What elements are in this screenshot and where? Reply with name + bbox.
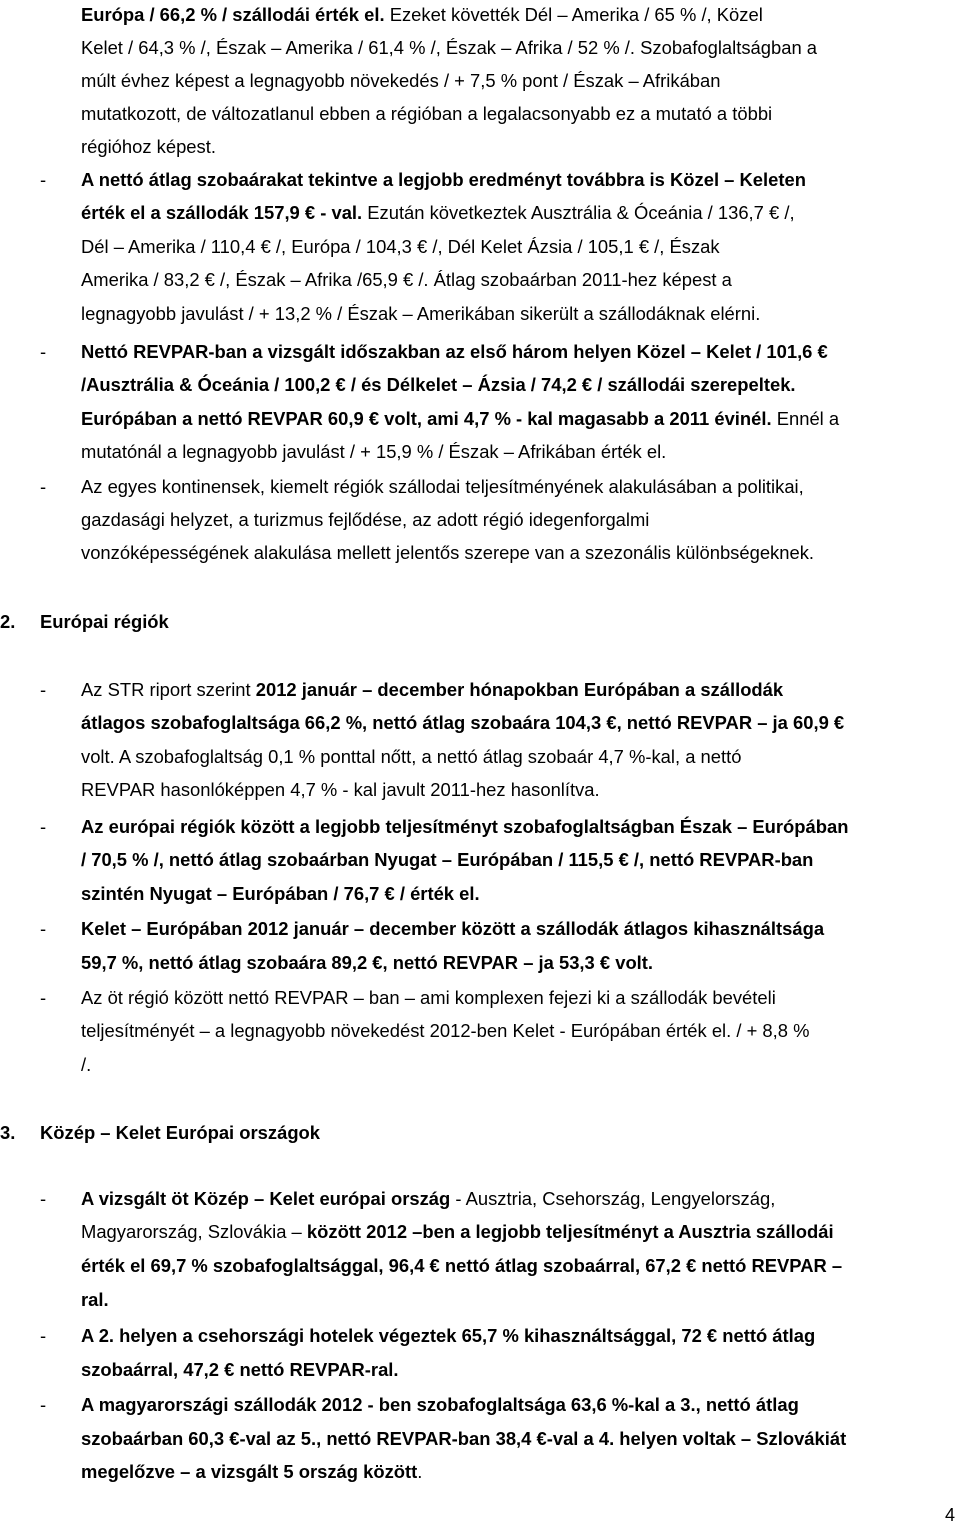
text-run: /Ausztrália & Óceánia / 100,2 € / és Délkelet – Ázsia / 74,2 € / szállodái szerepeltek. (81, 374, 796, 395)
text-run: . (417, 1461, 423, 1482)
text-line (81, 848, 813, 872)
text-run: megelőzve – a vizsgált 5 ország között (81, 1461, 418, 1482)
text-run: Az öt régió között nettó REVPAR – ban – ami komplexen fejezi ki a szállodák bevételi (81, 987, 776, 1008)
text-run: Kelet / 64,3 % /, Észak – Amerika / 61,4 % /, Észak – Afrika / 52 % /. Szobafoglaltságban a (81, 37, 818, 58)
text-run: A magyarországi szállodák 2012 - ben szobafoglaltsága 63,6 %-kal a 3., nettó átlag (81, 1394, 799, 1415)
text-run: között 2012 –ben a legjobb teljesítményt a Ausztria szállodái (306, 1221, 834, 1242)
text-line (81, 340, 828, 364)
text-line (81, 168, 806, 192)
text-run: Az STR riport szerint (81, 679, 256, 700)
text-run: szobaárban 60,3 €-val az 5., nettó REVPAR-ban 38,4 €-val a 4. helyen voltak – Szlovákiát (81, 1428, 847, 1449)
text-line (81, 917, 824, 941)
bullet-marker: - (40, 1394, 47, 1415)
text-run: Európa / 66,2 % / szállodái érték el. (81, 4, 385, 25)
text-line (81, 373, 796, 397)
text-line (81, 778, 600, 802)
text-line (81, 102, 772, 126)
text-run: Magyarország, Szlovákia – (81, 1221, 307, 1242)
text-run: 2012 január – december hónapokban Európában a szállodák (255, 679, 784, 700)
bullet-marker: - (40, 341, 47, 362)
text-line (81, 1460, 422, 1484)
text-run: A vizsgált öt Közép – Kelet európai ország (81, 1188, 451, 1209)
page-number: 4 (945, 1505, 956, 1525)
text-run: Amerika / 83,2 € /, Észak – Afrika /65,9 € /. Átlag szobaárban 2011-hez képest a (81, 269, 732, 290)
text-run: 59,7 %, nettó átlag szobaára 89,2 €, nettó REVPAR – ja 53,3 € volt. (81, 952, 654, 973)
text-run: - Ausztria, Csehország, Lengyelország, (450, 1188, 776, 1209)
bullet-marker: - (40, 169, 47, 190)
text-run: mutatónál a legnagyobb javulást / + 15,9 % / Észak – Afrikában érték el. (81, 441, 667, 462)
text-line (81, 3, 763, 27)
text-run: volt. (81, 746, 115, 767)
text-run: Az európai régiók között a legjobb teljesítményt szobafoglaltságban Észak – Európában (81, 816, 849, 837)
text-line (81, 36, 817, 60)
text-line (81, 135, 216, 159)
section-3-number: 3. (0, 1122, 16, 1143)
bullet-marker: - (40, 918, 47, 939)
text-line (81, 1393, 799, 1417)
text-run: A szobafoglaltság 0,1 % ponttal nőtt, a nettó átlag szobaár 4,7 %-kal, a nettó (114, 746, 742, 767)
text-line (81, 1254, 842, 1278)
text-line (81, 508, 649, 532)
text-run: A nettó átlag szobaárakat tekintve a legjobb eredményt továbbra is Közel – Keleten (81, 169, 806, 190)
text-line (81, 1053, 91, 1077)
text-line (81, 1288, 109, 1312)
text-run: gazdasági helyzet, a turizmus fejlődése, az adott régió idegenforgalmi (81, 509, 650, 530)
text-run: szobaárral, 47,2 € nettó REVPAR-ral. (81, 1359, 399, 1380)
text-line (81, 475, 804, 499)
text-line (81, 541, 814, 565)
text-line (81, 678, 783, 702)
text-run: Dél – Amerika / 110,4 € /, Európa / 104,3 € /, Dél Kelet Ázsia / 105,1 € /, Észak (81, 236, 720, 257)
text-run: A 2. helyen a csehországi hotelek végeztek 65,7 % kihasználtsággal, 72 € nettó átlag (81, 1325, 816, 1346)
section-2-number: 2. (0, 611, 16, 632)
text-line (81, 407, 839, 431)
text-run: Ezután következtek Ausztrália & Óceánia / 136,7 € /, (362, 202, 795, 223)
section-2-title: Európai régiók (40, 611, 169, 632)
text-run: Az egyes kontinensek, kiemelt régiók szállodai teljesítményének alakulásában a politikai, (81, 476, 804, 497)
bullet-marker: - (40, 1188, 47, 1209)
text-line (81, 69, 720, 93)
text-run: Ennél a (771, 408, 840, 429)
bullet-marker: - (40, 987, 47, 1008)
text-run: Európában a nettó REVPAR 60,9 € volt, ami 4,7 % - kal magasabb a 2011 évinél. (81, 408, 772, 429)
text-line (81, 1427, 846, 1451)
text-line (81, 1187, 775, 1211)
text-run: Ezeket követték Dél – Amerika / 65 % /, Közel (384, 4, 763, 25)
text-run: /. (81, 1054, 92, 1075)
text-run: / 70,5 % /, nettó átlag szobaárban Nyugat – Európában / 115,5 € /, nettó REVPAR-ban (81, 849, 814, 870)
text-line (81, 440, 666, 464)
text-run: legnagyobb javulást / + 13,2 % / Észak – Amerikában sikerült a szállodáknak elérni. (81, 303, 761, 324)
text-line (81, 235, 720, 259)
text-line (81, 302, 760, 326)
text-line (81, 1220, 834, 1244)
text-line (81, 815, 848, 839)
text-run: ral. (81, 1289, 109, 1310)
bullet-marker: - (40, 816, 47, 837)
text-line (81, 1324, 815, 1348)
text-line (81, 1019, 809, 1043)
text-run: REVPAR hasonlóképpen 4,7 % - kal javult 2011-hez hasonlítva. (81, 779, 600, 800)
text-run: teljesítményét – a legnagyobb növekedést 2012-ben Kelet - Európában érték el. / + 8,8 % (81, 1020, 810, 1041)
text-run: Nettó REVPAR-ban a vizsgált időszakban az első három helyen Közel – Kelet / 101,6 € (81, 341, 828, 362)
bullet-marker: - (40, 1325, 47, 1346)
text-run: érték el 69,7 % szobafoglaltsággal, 96,4 € nettó átlag szobaárral, 67,2 € nettó REVPAR – (81, 1255, 843, 1276)
text-run: szintén Nyugat – Európában / 76,7 € / érték el. (81, 883, 480, 904)
bullet-marker: - (40, 476, 47, 497)
text-line (81, 1358, 399, 1382)
text-line (81, 986, 776, 1010)
text-run: érték el a szállodák 157,9 € - val. (81, 202, 363, 223)
text-run: mutatkozott, de változatlanul ebben a régióban a legalacsonyabb ez a mutató a többi (81, 103, 773, 124)
text-line (81, 201, 795, 225)
text-run: régióhoz képest. (81, 136, 216, 157)
text-line (81, 951, 653, 975)
text-line (81, 268, 732, 292)
text-run: átlagos szobafoglaltsága 66,2 %, nettó átlag szobaára 104,3 €, nettó REVPAR – ja 60,9 € (81, 712, 845, 733)
text-line (81, 711, 844, 735)
bullet-marker: - (40, 679, 47, 700)
text-run: Kelet – Európában 2012 január – december között a szállodák átlagos kihasználtsága (81, 918, 825, 939)
text-line (81, 745, 741, 769)
text-run: múlt évhez képest a legnagyobb növekedés / + 7,5 % pont / Észak – Afrikában (81, 70, 721, 91)
text-run: vonzóképességének alakulása mellett jelentős szerepe van a szezonális különbségeknek. (81, 542, 815, 563)
section-3-title: Közép – Kelet Európai országok (40, 1122, 321, 1143)
text-line (81, 882, 480, 906)
